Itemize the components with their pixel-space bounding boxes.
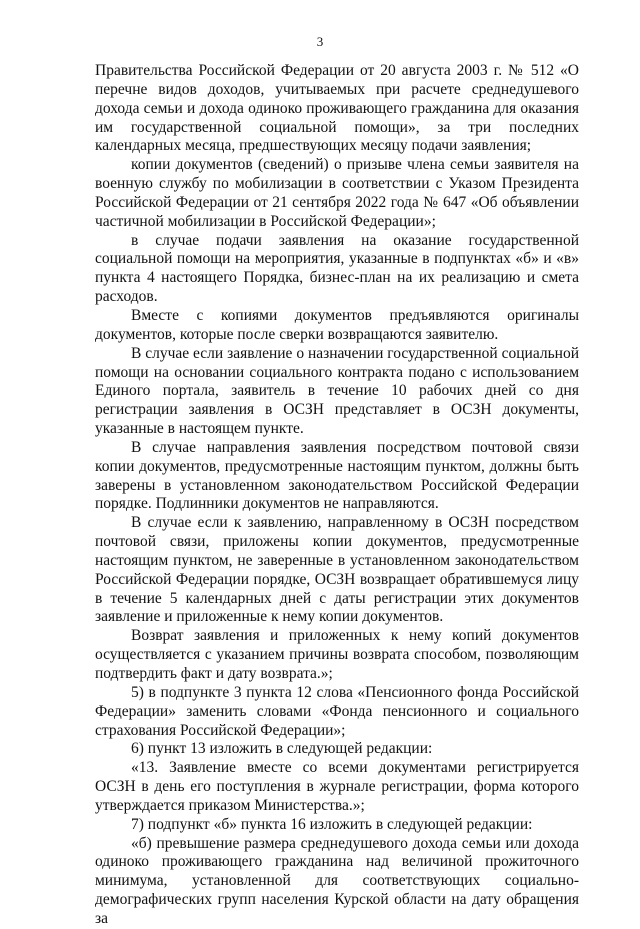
paragraph-mobilization-documents: копии документов (сведений) о призыве члена семьи заявителя на военную службу по мобилизации в соответствии с Указом Президента Российской Федерации от 21 сентября 2022 года № 647 «Об объявлении частичной мобилизации в Российской Федерации»;	[95, 156, 579, 230]
paragraph-subclause-b: «б) превышение размера среднедушевого дохода семьи или дохода одиноко проживающего гражданина над величиной прожиточного минимума, установленной для соответствующих социально-демографических групп населения Курской области на дату обращения за	[95, 834, 579, 927]
paragraph-return-procedure: Возврат заявления и приложенных к нему копий документов осуществляется с указанием причины возврата способом, позволяющим подтвердить факт и дату возврата.»;	[95, 627, 579, 682]
paragraph-item-5: 5) в подпункте 3 пункта 12 слова «Пенсионного фонда Российской Федерации» заменить словами «Фонда пенсионного и социального страхования Российской Федерации»;	[95, 683, 579, 739]
paragraph-postal-submission: В случае направления заявления посредством почтовой связи копии документов, предусмотренные настоящим пунктом, должны быть заверены в установленном законодательством Российской Федерации порядке. Подлинники документов не направляются.	[95, 438, 579, 513]
paragraph-item-6: 6) пункт 13 изложить в следующей редакции:	[131, 740, 433, 758]
paragraph-uncertified-copies: В случае если к заявлению, направленному в ОСЗН посредством почтовой связи, приложены копии документов, предусмотренные настоящим пунктом, не заверенные в установленном законодательством Российской Федерации порядке, ОСЗН возвращает обратившемуся лицу в течение 5 календарных дней с даты регистрации этих документов заявление и приложенные к нему копии документов.	[95, 514, 579, 626]
paragraph-item-7: 7) подпункт «б» пункта 16 изложить в следующей редакции:	[131, 815, 533, 833]
paragraph-unified-portal: В случае если заявление о назначении государственной социальной помощи на основании социального контракта подано с использованием Единого портала, заявитель в течение 10 рабочих дней со дня регистрации заявления в ОСЗН представляет в ОСЗН документы, указанные в настоящем пункте.	[95, 344, 579, 438]
document-body	[95, 62, 579, 929]
paragraph-clause-13: «13. Заявление вместе со всеми документами регистрируется ОСЗН в день его поступления в журнале регистрации, форма которого утверждается приказом Министерства.»;	[95, 759, 579, 814]
paragraph-originals: Вместе с копиями документов предъявляются оригиналы документов, которые после сверки возвращаются заявителю.	[95, 306, 579, 343]
paragraph-business-plan: в случае подачи заявления на оказание государственной социальной помощи на мероприятия, указанные в подпунктах «б» и «в» пункта 4 настоящего Порядка, бизнес-план на их реализацию и смета расходов.	[95, 231, 579, 306]
page-number: 3	[316, 34, 324, 49]
paragraph-continuation-income-list: Правительства Российской Федерации от 20 августа 2003 г. № 512 «О перечне видов доходов, учитываемых при расчете среднедушевого дохода семьи и дохода одиноко проживающего гражданина для оказания им государственной социальной помощи», за три последних календарных месяца, предшествующих месяцу подачи заявления;	[95, 62, 579, 155]
